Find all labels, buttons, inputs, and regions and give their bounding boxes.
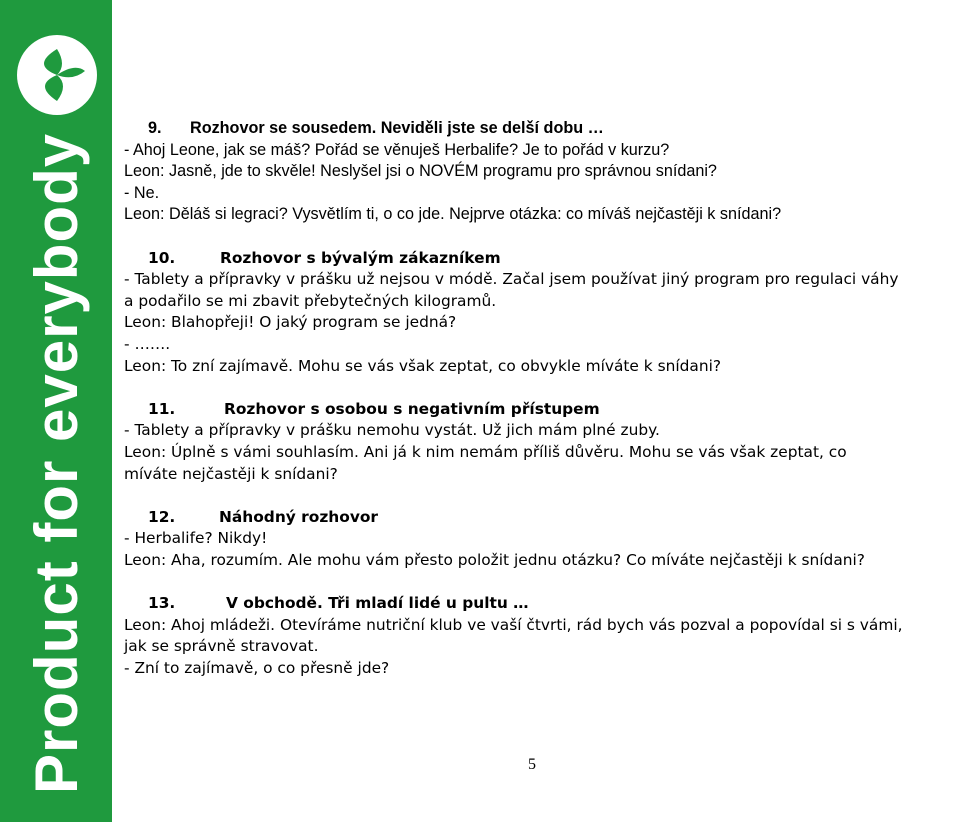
dialogue-line: Leon: Ahoj mládeži. Otevíráme nutriční klub ve vaší čtvrti, rád bych vás pozval a popovídal si s vámi, — [124, 615, 903, 634]
document-body — [124, 118, 960, 679]
dialogue-line: Leon: Děláš si legraci? Vysvětlím ti, o co jde. Nejprve otázka: co míváš nejčastěji k snídani? — [124, 205, 782, 224]
dialogue-line: jak se správně stravovat. — [124, 637, 319, 656]
section-number: 10. — [148, 248, 176, 267]
dialogue-line: - Zní to zajímavě, o co přesně jde? — [124, 658, 390, 677]
sidebar-banner — [0, 0, 112, 822]
dialogue-line: - ……. — [124, 334, 171, 353]
dialogue-line: a podařilo se mi zbavit přebytečných kilogramů. — [124, 291, 497, 310]
section-heading — [124, 507, 960, 529]
herbalife-leaf-logo-icon — [17, 35, 97, 115]
dialogue-line: - Ahoj Leone, jak se máš? Pořád se věnuješ Herbalife? Je to pořád v kurzu? — [124, 140, 670, 159]
dialogue-line: - Tablety a přípravky v prášku už nejsou v módě. Začal jsem používat jiný program pro regulaci váhy — [124, 270, 899, 289]
section-number: 12. — [148, 507, 176, 526]
dialogue-line: Leon: Jasně, jde to skvěle! Neslyšel jsi o NOVÉM programu pro správnou snídani? — [124, 162, 717, 181]
section-title: V obchodě. Tři mladí lidé u pultu … — [226, 594, 529, 613]
section-heading — [124, 593, 960, 615]
dialogue-line: Leon: Aha, rozumím. Ale mohu vám přesto položit jednu otázku? Co míváte nejčastěji k snídani? — [124, 550, 865, 569]
dialogue-line: Leon: Blahopřeji! O jaký program se jedná? — [124, 313, 457, 332]
sidebar-slogan — [22, 4, 92, 794]
section-number: 9. — [148, 119, 162, 137]
dialogue-line: - Ne. — [124, 183, 160, 202]
dialogue-line: Leon: Úplně s vámi souhlasím. Ani já k nim nemám příliš důvěru. Mohu se vás však zeptat, co — [124, 442, 847, 461]
page-number: 5 — [528, 756, 536, 773]
dialogue-line: Leon: To zní zajímavě. Mohu se vás však zeptat, co obvykle míváte k snídani? — [124, 356, 722, 375]
section-number: 11. — [148, 399, 176, 418]
section-heading — [124, 399, 960, 421]
section-title: Rozhovor s bývalým zákazníkem — [220, 248, 501, 267]
section-heading — [124, 248, 960, 270]
section-number: 13. — [148, 594, 176, 613]
section-heading — [124, 118, 960, 140]
section-title: Rozhovor s osobou s negativním přístupem — [224, 399, 600, 418]
dialogue-line: - Tablety a přípravky v prášku nemohu vystát. Už jich mám plné zuby. — [124, 421, 660, 440]
dialogue-line: míváte nejčastěji k snídani? — [124, 464, 338, 483]
sidebar-slogan-text: Product for everybody — [23, 132, 90, 794]
section-title: Náhodný rozhovor — [219, 507, 379, 526]
dialogue-line: - Herbalife? Nikdy! — [124, 529, 268, 548]
section-title: Rozhovor se sousedem. Neviděli jste se delší dobu … — [190, 119, 604, 137]
